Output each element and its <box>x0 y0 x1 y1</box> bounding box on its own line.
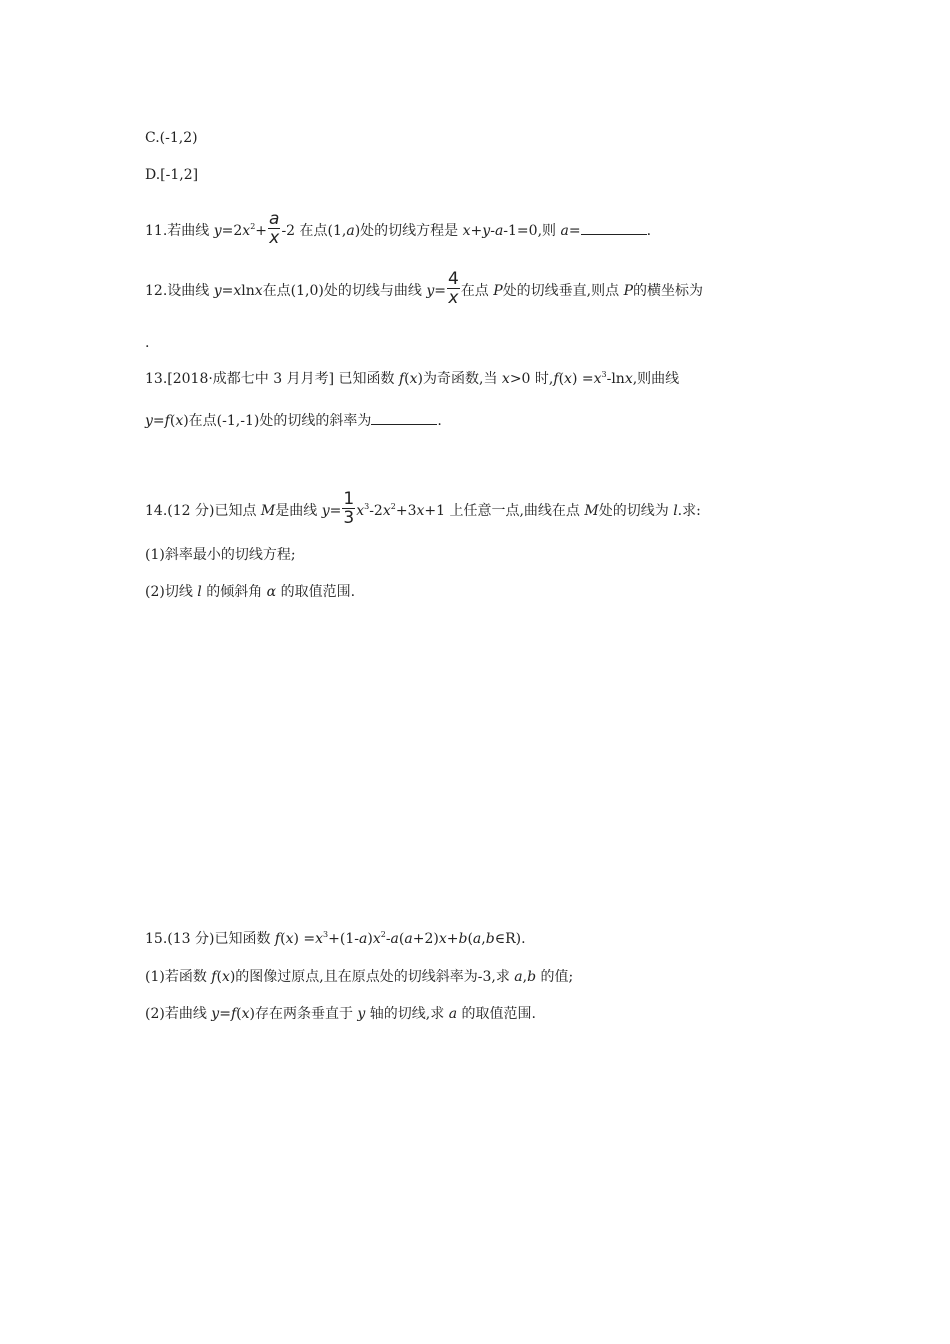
question-15-part-2: (2)若曲线 y=f(x)存在两条垂直于 y 轴的切线,求 a 的取值范围. <box>145 1006 536 1022</box>
question-12: 12.设曲线 y=xlnx在点(1,0)处的切线与曲线 y= $\frac{4}{x}$ 在点 P处的切线垂直,则点 P的横坐标为 <box>145 269 704 308</box>
source-tag: [2018·成都七中 3 月月考] <box>167 371 335 387</box>
fraction: $\frac{4}{x}$ <box>447 269 459 308</box>
question-number: 11. <box>145 223 168 239</box>
question-14-part-2: (2)切线 l 的倾斜角 α 的取值范围. <box>145 584 356 600</box>
question-15: 15.(13 分)已知函数 $f(x) =x^3+(1-a)x^2-a(a+2)x+b(a,b\in R)$. <box>145 930 526 947</box>
score: (12 分) <box>167 503 215 519</box>
question-12-continuation: . <box>145 335 150 351</box>
question-13-line-2: y=f(x)在点(-1,-1)处的切线的斜率为 . <box>145 410 442 431</box>
fraction: $\frac{a}{x}$ <box>269 209 280 248</box>
question-11: 11.若曲线 $y=2x^2+$ $\frac{a}{x}$ -2 在点(1,a)处的切线方程是 x+y-a-1=0,则 a= . <box>145 209 652 248</box>
fraction: $\frac{1}{3}$ <box>343 489 355 528</box>
question-14: 14.(12 分)已知点 M是曲线 y= $\frac{1}{3}$ $x^3-2x^2+3x+1$ 上任意一点,曲线在点 M处的切线为 l.求: <box>145 489 701 528</box>
question-15-part-1: (1)若函数 f(x)的图像过原点,且在原点处的切线斜率为-3,求 a,b 的值; <box>145 969 574 985</box>
question-number: 13. <box>145 371 168 387</box>
option-c: C.(-1,2) <box>145 130 198 146</box>
question-number: 14. <box>145 503 168 519</box>
score: (13 分) <box>167 931 215 947</box>
question-number: 15. <box>145 931 168 947</box>
answer-blank[interactable] <box>581 220 647 235</box>
question-number: 12. <box>145 283 168 299</box>
option-d: D.[-1,2] <box>145 167 199 183</box>
question-13: 13.[2018·成都七中 3 月月考] 已知函数 f(x)为奇函数,当 x>0 时$,f(x) =x^3$-lnx,则曲线 <box>145 370 680 387</box>
answer-blank[interactable] <box>371 410 437 425</box>
question-14-part-1: (1)斜率最小的切线方程; <box>145 547 296 563</box>
